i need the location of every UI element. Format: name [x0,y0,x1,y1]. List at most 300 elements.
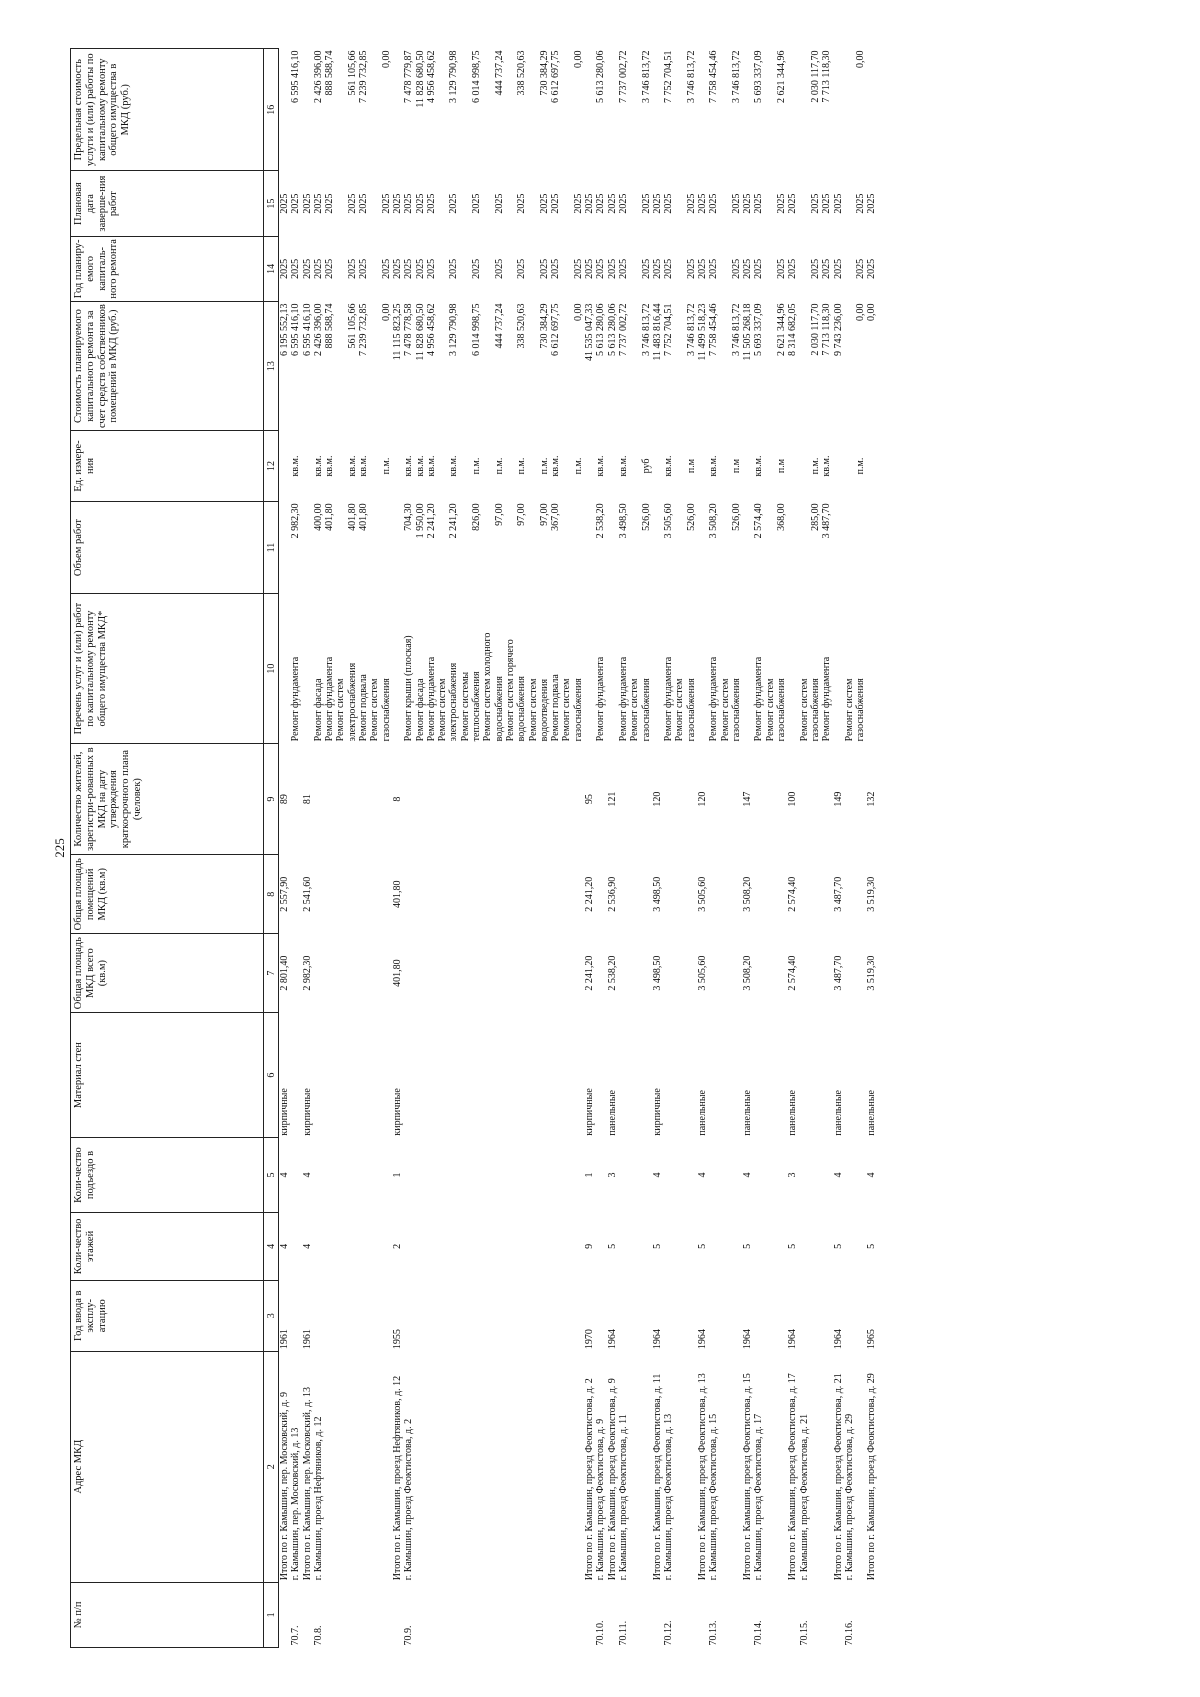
table-cell [810,745,821,852]
table-cell [674,1015,685,1136]
column-number-row [264,49,279,1648]
table-cell [855,1140,866,1211]
table-cell: 6 612 697,75 [550,303,562,356]
table-cell [369,173,380,234]
table-cell [674,503,685,591]
table-cell [494,936,505,1011]
table-cell: 2 241,20 [448,503,460,539]
table-cell [471,1015,482,1136]
table-cell: 9 [584,1243,596,1249]
table-cell [505,745,516,852]
table-cell [494,1140,505,1211]
table-cell: 5 [606,1243,618,1249]
table-cell [539,1584,550,1645]
table-cell: 3 746 813,72 [685,303,697,356]
table-cell [381,1015,392,1136]
table-cell [369,745,380,852]
table-cell: 401,80 [391,880,403,909]
table-cell [539,936,550,1011]
table-cell [494,1584,505,1645]
table-cell: 730 384,29 [538,50,550,96]
table-cell: п.м. [471,457,483,475]
table-cell [787,51,798,169]
table-cell [471,1282,482,1349]
table-cell [821,1584,832,1645]
table-cell: водоотведения [538,678,550,742]
table-cell: 2025 [448,258,460,279]
table-cell: 2 426 396,00 [312,50,324,103]
table-cell [686,1214,697,1278]
table-cell: кирпичные [279,1088,290,1136]
table-cell: 338 520,63 [516,50,528,96]
table-cell [528,1353,539,1580]
table-cell: 2025 [290,258,302,279]
table-cell: 2025 [493,258,505,279]
table-cell: 1961 [279,1329,290,1350]
table-cell [335,51,346,169]
table-cell: 3 505,60 [696,955,708,991]
table-cell: 70.10. [595,1620,607,1646]
table-cell: 3 487,70 [832,876,844,912]
table-cell: 97,00 [493,503,505,526]
table-cell: кирпичные [301,1088,313,1136]
table-cell [720,238,731,299]
table-cell [629,936,640,1011]
table-cell [302,503,313,591]
table-cell: Итого по г. Камышин, проезд Феоктистова, д. 9 [606,1378,618,1581]
column-cell-15 [279,171,878,236]
table-cell [550,936,561,1011]
table-cell: г. Камышин, проезд Нефтяников, д. 12 [312,1416,324,1581]
table-cell [381,1584,392,1645]
table-cell [821,745,832,852]
table-cell: 1964 [832,1329,844,1350]
table-cell: 2025 [414,258,426,279]
table-cell [528,857,539,932]
table-cell: панельные [787,1090,799,1136]
table-cell: 2025 [832,193,844,214]
column-cell-3 [279,1280,878,1351]
table-cell [335,1015,346,1136]
table-cell [437,857,448,932]
table-cell: 3 [787,1172,799,1178]
table-cell: 6 195 552,13 [279,303,290,356]
header-row [71,49,264,1648]
table-cell [471,1214,482,1278]
table-cell [866,433,877,500]
table-cell: 120 [651,791,663,807]
table-cell [844,857,855,932]
table-cell [686,1140,697,1211]
table-cell [347,745,358,852]
table-cell [358,857,369,932]
table-cell [505,1282,516,1349]
table-cell: 4 [832,1172,844,1178]
table-cell [629,173,640,234]
table-cell: 11 505 268,18 [742,303,754,361]
table-cell [641,1214,652,1278]
table-cell [663,857,674,932]
table-cell: 147 [742,791,754,807]
table-cell [358,1140,369,1211]
table-cell [573,1214,584,1278]
table-cell: 5 [651,1243,663,1249]
table-cell [629,1140,640,1211]
table-cell: 2025 [312,258,324,279]
table-cell [753,1140,764,1211]
table-cell [460,857,471,932]
table-cell [561,936,572,1011]
table-cell: Итого по г. Камышин, проезд Феоктистова, д. 29 [866,1373,878,1581]
table-cell: 3 505,60 [696,876,708,912]
table-cell [482,1584,493,1645]
table-cell: 41 535 047,33 [584,303,596,361]
table-cell: 3 746 813,72 [640,303,652,356]
table-cell [313,1282,324,1349]
table-cell: 2025 [493,193,505,214]
table-cell: 2025 [617,258,629,279]
table-cell [866,1584,877,1645]
column-number-8: 8 [264,855,279,934]
table-cell: кирпичные [584,1088,596,1136]
table-cell [787,503,798,591]
table-cell: электроснабжения [448,662,460,742]
table-cell [335,1140,346,1211]
table-cell [369,936,380,1011]
table-cell [279,596,290,742]
table-cell [765,1282,776,1349]
table-cell: кв.м. [358,455,370,477]
table-cell [528,936,539,1011]
table-cell: 7 239 732,85 [358,50,370,103]
table-cell [595,1214,606,1278]
table-cell [335,1353,346,1580]
table-cell [641,1584,652,1645]
table-cell [776,857,787,932]
table-cell: 2025 [346,193,358,214]
table-cell [607,51,618,169]
table-cell [448,1353,459,1580]
table-cell: 7 752 704,51 [663,50,675,103]
table-cell [482,745,493,852]
table-cell: 2025 [753,193,765,214]
column-cell-2 [279,1351,878,1582]
table-cell [302,433,313,500]
table-cell: Ремонт систем [369,678,381,742]
table-cell: 2025 [855,258,867,279]
table-cell [302,51,313,169]
table-cell: 4 [651,1172,663,1178]
table-cell: 2025 [753,258,765,279]
table-cell: 401,80 [358,503,370,531]
table-cell [731,1353,742,1580]
table-cell [810,936,821,1011]
table-cell: 561 105,66 [346,303,358,349]
table-cell: 5 [866,1243,878,1249]
table-cell [358,1353,369,1580]
table-cell [347,1282,358,1349]
table-cell: 526,00 [685,503,697,531]
table-cell [324,1015,335,1136]
table-cell [392,503,403,591]
table-cell: 2025 [414,193,426,214]
column-header-12: Ед. измере-ния [71,431,264,502]
table-cell [426,1584,437,1645]
table-cell [528,745,539,852]
table-cell [810,857,821,932]
table-cell: 888 588,74 [324,303,336,349]
table-cell [708,745,719,852]
table-cell: кв.м. [550,455,562,477]
table-cell [686,1015,697,1136]
table-cell: п.м. [516,457,528,475]
table-cell: г. Камышин, проезд Феоктистова, д. 29 [843,1413,855,1581]
table-cell [335,1584,346,1645]
table-cell: 2 982,30 [301,955,313,991]
table-cell [584,51,595,169]
table-cell [415,936,426,1011]
table-cell [335,936,346,1011]
table-cell [674,936,685,1011]
table-cell [347,857,358,932]
table-cell [505,936,516,1011]
table-cell [369,503,380,591]
table-cell: 0,00 [572,303,584,321]
table-cell [369,1353,380,1580]
table-cell: 2025 [448,193,460,214]
table-cell: Итого по г. Камышин, проезд Феоктистова, д. 17 [787,1373,799,1581]
table-cell: панельные [742,1090,754,1136]
table-cell [595,1140,606,1211]
table-cell: 7 713 118,30 [821,303,833,356]
table-cell [426,1140,437,1211]
table-cell: 2025 [708,193,720,214]
table-cell: 2025 [821,258,833,279]
table-cell [550,1015,561,1136]
table-cell [607,433,618,500]
table-cell [641,745,652,852]
column-cell-6 [279,1013,878,1138]
table-cell [799,503,810,591]
table-cell [618,1282,629,1349]
table-cell [776,745,787,852]
table-cell [686,857,697,932]
table-cell [561,433,572,500]
table-cell: 5 [696,1243,708,1249]
table-cell [844,238,855,299]
table-cell [528,503,539,591]
table-cell [776,936,787,1011]
table-cell [573,1353,584,1580]
table-cell: 5 613 280,06 [595,303,607,356]
table-cell: 2025 [730,193,742,214]
table-cell [403,1015,414,1136]
table-cell [539,1015,550,1136]
table-cell: кв.м. [346,455,358,477]
table-cell: 2 536,90 [606,876,618,912]
table-cell [347,1015,358,1136]
table-cell [720,1015,731,1136]
table-cell [584,1584,595,1645]
table-cell: кв.м. [290,455,302,477]
table-cell: 3 508,20 [742,876,754,912]
table-cell [550,857,561,932]
table-cell: 2025 [301,193,313,214]
table-cell [799,238,810,299]
table-cell [369,1282,380,1349]
table-cell [561,1282,572,1349]
table-cell [731,745,742,852]
table-cell [674,1140,685,1211]
table-cell: 3 508,20 [742,955,754,991]
table-cell [448,1015,459,1136]
table-cell [765,936,776,1011]
table-cell [290,1015,301,1136]
table-cell: кирпичные [651,1088,663,1136]
table-cell: 9 743 236,00 [832,303,844,356]
table-cell [641,1353,652,1580]
table-cell [629,238,640,299]
table-cell: 0,00 [380,303,392,321]
table-cell: газоснабжения [776,678,788,742]
table-body [279,49,878,1648]
table-cell: 3 746 813,72 [640,50,652,103]
table-cell [561,857,572,932]
table-cell: 2025 [696,258,708,279]
table-cell [324,1353,335,1580]
table-cell [629,1584,640,1645]
table-cell: 2 621 344,96 [776,50,788,103]
table-cell [595,857,606,932]
table-cell [753,745,764,852]
table-cell [765,1584,776,1645]
table-cell [652,596,663,742]
table-cell [381,745,392,852]
table-cell [844,433,855,500]
table-cell: 2025 [787,258,799,279]
table-cell: 70.9. [403,1625,415,1646]
table-cell [595,745,606,852]
table-cell: 2025 [425,258,437,279]
table-cell [335,503,346,591]
table-cell: 6 595 416,10 [290,303,302,356]
table-cell: 2025 [471,258,483,279]
table-cell [550,1353,561,1580]
table-cell: 2025 [640,258,652,279]
table-cell: 11 828 680,50 [414,50,426,108]
table-cell: 2 574,40 [753,503,765,539]
table-cell [505,503,516,591]
table-cell [505,51,516,169]
table-cell [674,1282,685,1349]
table-cell: электроснабжения [346,662,358,742]
column-cell-7 [279,934,878,1013]
table-cell: 2025 [358,193,370,214]
column-header-10: Перечень услуг и (или) работ по капитальному ремонту общего имущества МКД* [71,594,264,744]
table-cell [765,238,776,299]
table-cell [799,1015,810,1136]
column-number-5: 5 [264,1138,279,1213]
table-cell [618,1140,629,1211]
table-cell: Ремонт фундамента [753,656,765,742]
table-cell [799,433,810,500]
table-cell: п.м [776,458,788,474]
table-cell [279,433,290,500]
table-cell [765,1140,776,1211]
table-cell: 1964 [696,1329,708,1350]
table-cell [607,1584,618,1645]
table-cell [855,1015,866,1136]
table-cell [844,173,855,234]
table-cell: 2025 [640,193,652,214]
table-cell: руб [640,458,652,474]
table-cell [471,936,482,1011]
table-cell: Ремонт системы [459,671,471,742]
table-cell [505,173,516,234]
table-cell [720,433,731,500]
table-cell [821,1353,832,1580]
table-cell [799,745,810,852]
table-cell: кв.м. [448,455,460,477]
table-cell [358,1282,369,1349]
table-cell [460,1282,471,1349]
table-cell: 6 612 697,75 [550,50,562,103]
table-cell [460,1353,471,1580]
table-cell: 3 746 813,72 [730,303,742,356]
table-cell [437,303,448,428]
table-cell [369,1015,380,1136]
table-cell: 2025 [550,193,562,214]
column-number-13: 13 [264,301,279,430]
table-cell [460,1015,471,1136]
table-cell [460,1140,471,1211]
table-cell: 8 314 682,05 [787,303,799,356]
table-cell [641,936,652,1011]
table-cell [381,503,392,591]
table-cell [324,1282,335,1349]
table-cell [539,857,550,932]
table-cell: теплоснабжения [471,671,483,742]
table-cell [482,173,493,234]
table-cell [821,936,832,1011]
table-cell [731,1140,742,1211]
table-cell [381,1282,392,1349]
table-cell: Итого по г. Камышин, проезд Феоктистова, д. 2 [584,1378,596,1581]
column-cell-12 [279,431,878,502]
table-cell [753,1282,764,1349]
table-cell: 5 [787,1243,799,1249]
table-cell: 3 498,50 [651,955,663,991]
table-cell [844,936,855,1011]
table-cell: Ремонт фундамента [663,656,675,742]
table-cell [460,1214,471,1278]
table-cell: г. Камышин, пер. Московский, д. 13 [290,1427,302,1581]
table-cell [358,1214,369,1278]
table-cell [686,1282,697,1349]
column-header-13: Стоимость планируемого капитального ремонта за счет средств собственников помещений в МКД (руб.) [71,301,264,430]
table-cell [482,1140,493,1211]
column-header-4: Коли-чество этажей [71,1212,264,1280]
table-cell: 2025 [832,258,844,279]
table-cell [347,1214,358,1278]
column-header-16: Предельная стоимость услуги и (или) работы по капитальному ремонту общего имущества в МКД (руб.) [71,49,264,171]
table-cell: 4 [279,1243,290,1249]
table-cell [494,1214,505,1278]
table-cell [403,857,414,932]
table-cell [742,596,753,742]
table-cell [324,1584,335,1645]
table-cell: 6 595 416,10 [301,303,313,356]
